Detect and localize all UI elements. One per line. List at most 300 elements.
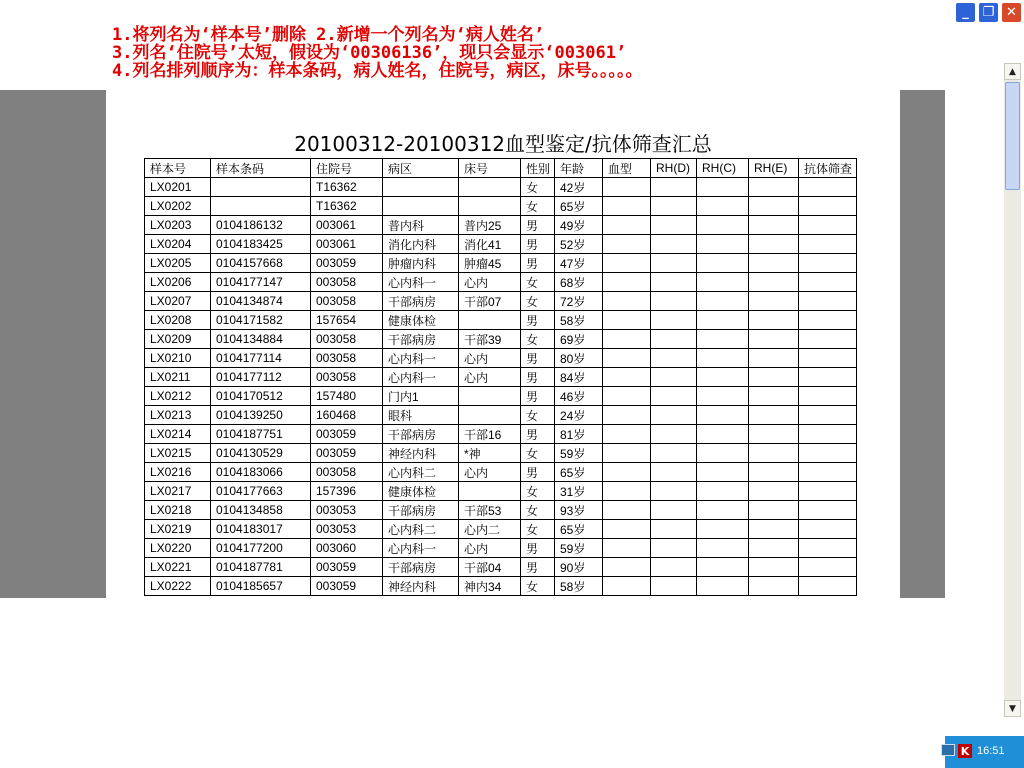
table-row [145, 254, 857, 273]
table-cell [211, 178, 311, 197]
table-cell [799, 273, 857, 292]
table-row [145, 501, 857, 520]
table-cell [651, 558, 697, 577]
table-cell [603, 539, 651, 558]
table-cell [749, 558, 799, 577]
table-row [145, 520, 857, 539]
table-cell: 003061 [311, 235, 383, 254]
table-cell: T16362 [311, 178, 383, 197]
table-cell [749, 577, 799, 596]
table-cell [697, 330, 749, 349]
instruction-notes [112, 26, 642, 80]
table-cell: 003059 [311, 577, 383, 596]
table-cell: 心内科一 [383, 273, 459, 292]
restore-button[interactable]: ❐ [978, 2, 999, 23]
table-cell [603, 349, 651, 368]
table-cell: 女 [521, 501, 555, 520]
table-cell [697, 577, 749, 596]
table-row [145, 349, 857, 368]
table-cell: 003059 [311, 444, 383, 463]
table-cell: LX0206 [145, 273, 211, 292]
table-cell: 肿瘤内科 [383, 254, 459, 273]
table-cell: 003058 [311, 349, 383, 368]
table-row [145, 273, 857, 292]
table-cell: 31岁 [555, 482, 603, 501]
table-cell [697, 311, 749, 330]
table-cell [697, 558, 749, 577]
table-cell: 003059 [311, 254, 383, 273]
table-cell [383, 178, 459, 197]
table-cell [749, 425, 799, 444]
table-cell [651, 292, 697, 311]
table-cell: 003059 [311, 425, 383, 444]
table-cell [697, 235, 749, 254]
table-cell: 0104157668 [211, 254, 311, 273]
table-cell: 男 [521, 539, 555, 558]
table-cell [603, 273, 651, 292]
table-cell: 47岁 [555, 254, 603, 273]
table-cell: 女 [521, 577, 555, 596]
table-cell: 0104170512 [211, 387, 311, 406]
table-cell [749, 235, 799, 254]
table-cell [799, 501, 857, 520]
table-cell [749, 463, 799, 482]
column-header: RH(C) [697, 159, 749, 178]
table-cell [799, 254, 857, 273]
table-cell [697, 178, 749, 197]
table-cell: LX0202 [145, 197, 211, 216]
table-cell: 0104186132 [211, 216, 311, 235]
table-row [145, 197, 857, 216]
table-cell [603, 178, 651, 197]
table-cell [799, 235, 857, 254]
table-cell [799, 463, 857, 482]
table-cell: 消化41 [459, 235, 521, 254]
report-table [144, 158, 857, 596]
table-cell [459, 197, 521, 216]
table-cell: 干部病房 [383, 501, 459, 520]
table-cell [603, 292, 651, 311]
table-cell [459, 406, 521, 425]
table-cell [603, 387, 651, 406]
table-cell [651, 444, 697, 463]
table-cell: 003053 [311, 520, 383, 539]
table-cell [799, 311, 857, 330]
table-cell [799, 349, 857, 368]
scroll-thumb[interactable] [1005, 82, 1020, 190]
table-cell: 003059 [311, 558, 383, 577]
table-row [145, 216, 857, 235]
table-cell: 0104134884 [211, 330, 311, 349]
table-cell: 003053 [311, 501, 383, 520]
table-cell: LX0201 [145, 178, 211, 197]
table-cell [603, 330, 651, 349]
table-cell: 0104134874 [211, 292, 311, 311]
table-cell: 58岁 [555, 577, 603, 596]
table-cell: 003060 [311, 539, 383, 558]
table-cell [697, 254, 749, 273]
table-cell: 93岁 [555, 501, 603, 520]
table-cell: 0104177663 [211, 482, 311, 501]
table-row [145, 330, 857, 349]
table-cell [749, 178, 799, 197]
table-cell [651, 273, 697, 292]
table-cell [749, 482, 799, 501]
table-cell [799, 444, 857, 463]
clock: 16:51 [977, 745, 1005, 757]
table-cell: LX0216 [145, 463, 211, 482]
table-cell [603, 216, 651, 235]
table-cell: 0104183066 [211, 463, 311, 482]
table-cell [799, 368, 857, 387]
table-cell [799, 539, 857, 558]
table-cell: 神经内科 [383, 444, 459, 463]
table-cell [799, 178, 857, 197]
table-cell [697, 501, 749, 520]
table-cell: 干部病房 [383, 330, 459, 349]
table-cell [697, 406, 749, 425]
table-cell: 神内34 [459, 577, 521, 596]
table-cell [749, 520, 799, 539]
table-cell: 0104139250 [211, 406, 311, 425]
table-cell [697, 216, 749, 235]
table-cell [749, 539, 799, 558]
table-row [145, 178, 857, 197]
preview-background-right [900, 90, 945, 598]
table-cell: 干部病房 [383, 425, 459, 444]
table-cell [651, 311, 697, 330]
table-cell [651, 463, 697, 482]
table-cell [749, 292, 799, 311]
table-cell: 女 [521, 273, 555, 292]
table-cell: 神经内科 [383, 577, 459, 596]
table-row [145, 539, 857, 558]
table-cell [697, 463, 749, 482]
table-cell: 普内科 [383, 216, 459, 235]
column-header: 年龄 [555, 159, 603, 178]
table-cell: 男 [521, 349, 555, 368]
table-cell: 男 [521, 558, 555, 577]
table-cell: LX0218 [145, 501, 211, 520]
table-cell [749, 387, 799, 406]
table-cell: 0104183425 [211, 235, 311, 254]
table-cell: 女 [521, 330, 555, 349]
table-cell: LX0214 [145, 425, 211, 444]
table-cell: LX0205 [145, 254, 211, 273]
table-cell: 90岁 [555, 558, 603, 577]
table-row [145, 463, 857, 482]
table-cell [697, 425, 749, 444]
table-cell: 72岁 [555, 292, 603, 311]
table-row [145, 292, 857, 311]
table-cell: 男 [521, 216, 555, 235]
table-cell [799, 577, 857, 596]
table-cell [651, 330, 697, 349]
column-header: RH(D) [651, 159, 697, 178]
table-cell [603, 368, 651, 387]
table-cell [651, 425, 697, 444]
vertical-scrollbar[interactable] [1004, 63, 1021, 717]
table-cell: 健康体检 [383, 482, 459, 501]
table-cell [651, 368, 697, 387]
table-cell [799, 292, 857, 311]
table-row [145, 368, 857, 387]
table-cell: LX0204 [145, 235, 211, 254]
table-cell: 0104171582 [211, 311, 311, 330]
table-cell: 消化内科 [383, 235, 459, 254]
table-cell [603, 482, 651, 501]
table-cell [459, 178, 521, 197]
table-cell [799, 520, 857, 539]
table-cell [651, 501, 697, 520]
minimize-button[interactable]: _ [955, 2, 976, 23]
table-cell [697, 197, 749, 216]
table-cell: 0104177112 [211, 368, 311, 387]
table-cell: 心内科一 [383, 539, 459, 558]
table-cell: 干部07 [459, 292, 521, 311]
table-cell [749, 273, 799, 292]
report-page [106, 90, 900, 598]
table-cell: 157654 [311, 311, 383, 330]
table-cell: LX0210 [145, 349, 211, 368]
table-cell [749, 216, 799, 235]
table-cell [603, 577, 651, 596]
table-row [145, 577, 857, 596]
table-cell: 69岁 [555, 330, 603, 349]
column-header: RH(E) [749, 159, 799, 178]
table-cell [697, 292, 749, 311]
table-cell [603, 406, 651, 425]
table-cell: 健康体检 [383, 311, 459, 330]
table-cell: 心内 [459, 463, 521, 482]
table-cell [749, 330, 799, 349]
table-row [145, 387, 857, 406]
table-cell: LX0209 [145, 330, 211, 349]
report-title: 20100312-20100312血型鉴定/抗体筛查汇总 [294, 132, 712, 156]
table-row [145, 558, 857, 577]
table-cell: 男 [521, 463, 555, 482]
table-cell [749, 311, 799, 330]
table-cell: 0104183017 [211, 520, 311, 539]
table-cell: LX0213 [145, 406, 211, 425]
column-header: 床号 [459, 159, 521, 178]
antivirus-icon[interactable]: K [958, 744, 972, 758]
table-cell: 65岁 [555, 197, 603, 216]
table-cell: 干部39 [459, 330, 521, 349]
table-cell [459, 311, 521, 330]
table-cell [697, 349, 749, 368]
table-cell [799, 216, 857, 235]
preview-background-left [0, 90, 106, 598]
table-cell: 65岁 [555, 520, 603, 539]
table-cell [651, 178, 697, 197]
table-cell: 0104177147 [211, 273, 311, 292]
table-cell [651, 577, 697, 596]
table-cell: 003058 [311, 330, 383, 349]
table-cell: 0104177200 [211, 539, 311, 558]
table-cell [799, 387, 857, 406]
table-cell [603, 254, 651, 273]
table-cell: 42岁 [555, 178, 603, 197]
table-cell [651, 216, 697, 235]
table-cell [651, 235, 697, 254]
table-cell: 003058 [311, 368, 383, 387]
table-cell: 49岁 [555, 216, 603, 235]
network-icon[interactable] [941, 744, 955, 756]
table-cell [799, 330, 857, 349]
table-cell [799, 482, 857, 501]
table-cell: LX0215 [145, 444, 211, 463]
table-cell: T16362 [311, 197, 383, 216]
table-cell [603, 311, 651, 330]
table-cell [459, 482, 521, 501]
column-header: 样本号 [145, 159, 211, 178]
table-cell: LX0219 [145, 520, 211, 539]
table-cell: 男 [521, 368, 555, 387]
table-cell: 女 [521, 406, 555, 425]
table-cell [603, 197, 651, 216]
table-cell: 0104130529 [211, 444, 311, 463]
table-cell: 干部04 [459, 558, 521, 577]
table-cell: LX0221 [145, 558, 211, 577]
table-cell [749, 349, 799, 368]
table-row [145, 235, 857, 254]
table-cell: 男 [521, 235, 555, 254]
column-header: 住院号 [311, 159, 383, 178]
table-cell: 干部病房 [383, 558, 459, 577]
table-cell: 0104134858 [211, 501, 311, 520]
table-cell: 男 [521, 254, 555, 273]
table-cell [697, 482, 749, 501]
table-cell: 心内科二 [383, 520, 459, 539]
table-cell: 59岁 [555, 444, 603, 463]
table-cell: 68岁 [555, 273, 603, 292]
table-cell [603, 558, 651, 577]
table-cell: 65岁 [555, 463, 603, 482]
scroll-down-arrow-icon[interactable]: ▼ [1004, 700, 1021, 717]
table-cell: 门内1 [383, 387, 459, 406]
table-cell: 0104187781 [211, 558, 311, 577]
table-cell [697, 520, 749, 539]
table-cell: 0104187751 [211, 425, 311, 444]
table-cell: 003058 [311, 273, 383, 292]
table-cell [799, 558, 857, 577]
table-cell [603, 444, 651, 463]
note-line-1: 1.将列名为‘样本号’删除 2.新增一个列名为‘病人姓名’ [112, 25, 545, 45]
table-cell [749, 501, 799, 520]
table-cell: 心内 [459, 273, 521, 292]
table-cell: 干部53 [459, 501, 521, 520]
scroll-up-arrow-icon[interactable]: ▲ [1004, 63, 1021, 80]
table-cell [603, 235, 651, 254]
table-cell: 46岁 [555, 387, 603, 406]
table-cell [749, 368, 799, 387]
table-cell: LX0208 [145, 311, 211, 330]
table-cell [651, 482, 697, 501]
table-cell [651, 197, 697, 216]
table-cell [603, 501, 651, 520]
table-cell: 心内 [459, 539, 521, 558]
table-cell: LX0220 [145, 539, 211, 558]
table-cell [459, 387, 521, 406]
note-line-3: 4.列名排列顺序为：样本条码，病人姓名，住院号，病区，床号。。。。。 [112, 61, 643, 81]
column-header: 性别 [521, 159, 555, 178]
table-row [145, 425, 857, 444]
table-cell: 男 [521, 311, 555, 330]
table-cell [749, 197, 799, 216]
table-cell [651, 520, 697, 539]
table-cell: 心内二 [459, 520, 521, 539]
table-cell: *神 [459, 444, 521, 463]
table-cell: LX0203 [145, 216, 211, 235]
column-header: 血型 [603, 159, 651, 178]
table-row [145, 482, 857, 501]
table-cell: 157396 [311, 482, 383, 501]
column-header: 病区 [383, 159, 459, 178]
table-cell [697, 273, 749, 292]
table-cell: 男 [521, 425, 555, 444]
table-header-row [145, 159, 857, 178]
table-cell: 160468 [311, 406, 383, 425]
table-cell [383, 197, 459, 216]
table-cell [651, 406, 697, 425]
table-cell: 58岁 [555, 311, 603, 330]
table-cell: 0104185657 [211, 577, 311, 596]
table-cell: 003058 [311, 463, 383, 482]
table-cell: 52岁 [555, 235, 603, 254]
table-cell: 女 [521, 482, 555, 501]
table-cell [697, 387, 749, 406]
table-cell: LX0222 [145, 577, 211, 596]
table-row [145, 406, 857, 425]
table-body [145, 178, 857, 596]
table-cell [651, 254, 697, 273]
table-cell: 干部病房 [383, 292, 459, 311]
table-cell: 心内科一 [383, 349, 459, 368]
table-cell: 男 [521, 387, 555, 406]
table-cell: 84岁 [555, 368, 603, 387]
table-cell [603, 425, 651, 444]
table-cell [603, 520, 651, 539]
table-cell: 0104177114 [211, 349, 311, 368]
table-cell [799, 425, 857, 444]
table-cell: 女 [521, 178, 555, 197]
table-cell [799, 197, 857, 216]
table-row [145, 444, 857, 463]
table-cell: 心内 [459, 349, 521, 368]
table-cell [651, 539, 697, 558]
table-cell [603, 463, 651, 482]
window-controls [955, 2, 1022, 23]
table-cell: 心内 [459, 368, 521, 387]
table-cell [651, 349, 697, 368]
table-cell: 157480 [311, 387, 383, 406]
table-cell: 女 [521, 197, 555, 216]
table-cell: LX0212 [145, 387, 211, 406]
column-header: 样本条码 [211, 159, 311, 178]
table-cell: 眼科 [383, 406, 459, 425]
column-header: 抗体筛查 [799, 159, 857, 178]
table-cell [749, 406, 799, 425]
table-row [145, 311, 857, 330]
table-cell: 普内25 [459, 216, 521, 235]
close-button[interactable]: ✕ [1001, 2, 1022, 23]
table-cell: 女 [521, 292, 555, 311]
table-cell: 80岁 [555, 349, 603, 368]
table-cell: 24岁 [555, 406, 603, 425]
table-cell: LX0211 [145, 368, 211, 387]
table-cell: 003058 [311, 292, 383, 311]
